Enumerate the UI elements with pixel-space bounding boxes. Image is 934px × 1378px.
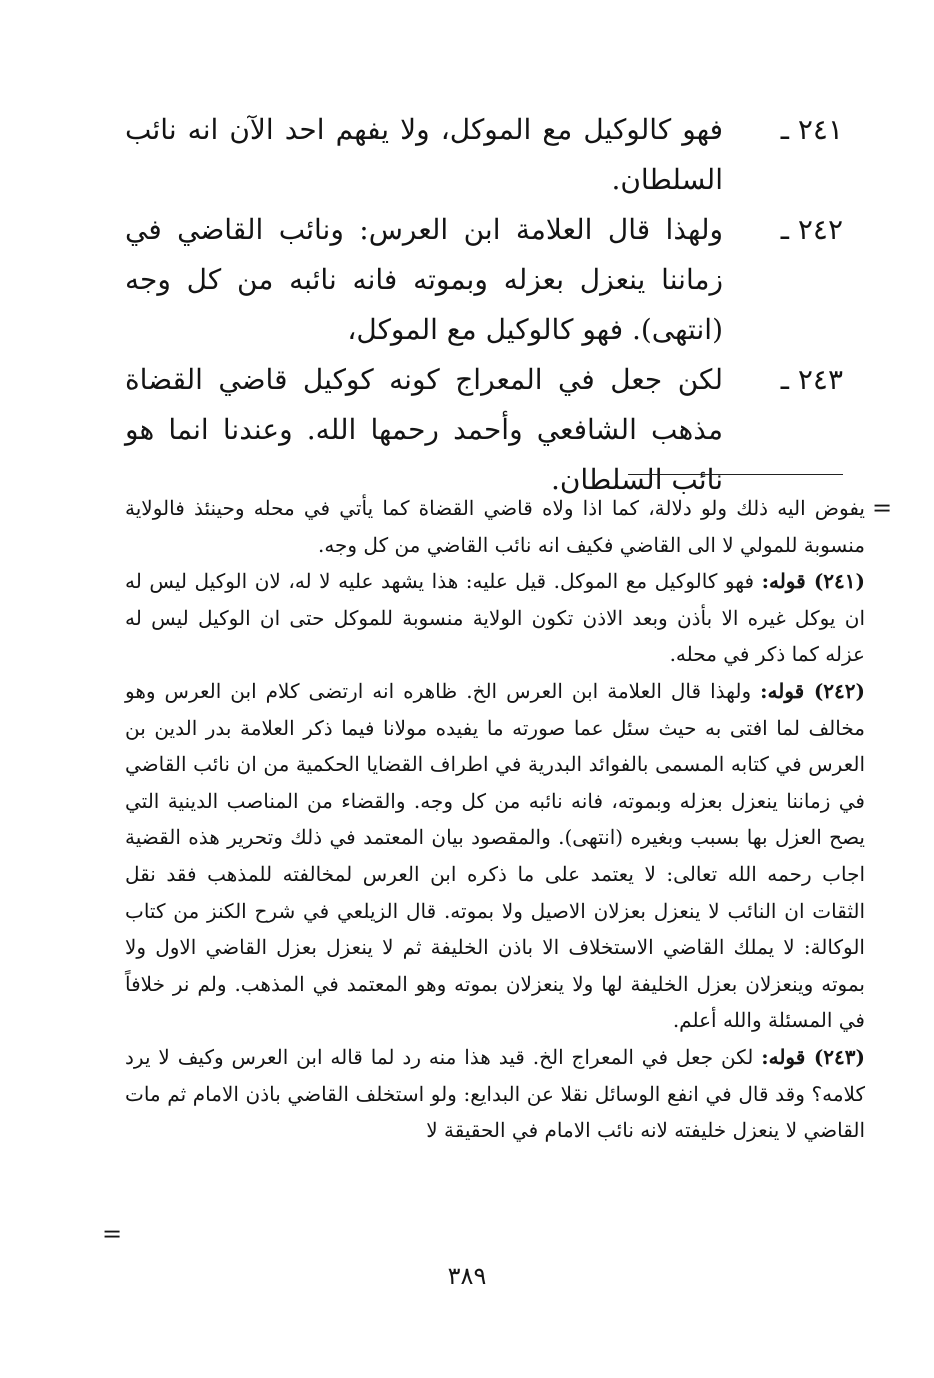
footnote-ref: (٢٤١) قوله: xyxy=(761,569,865,594)
main-text-block xyxy=(125,105,843,505)
footnote-ref: (٢٤٣) قوله: xyxy=(761,1044,865,1069)
footnotes-block xyxy=(125,490,865,1149)
footnote-text: لكن جعل في المعراج الخ. قيد هذا منه رد لما قاله ابن العرس وكيف لا يرد كلامه؟ وقد قال في انفع الوسائل نقلا عن البدايع: ولو استخلف القاضي باذن الامام ثم مات القاضي لا ينعزل خليفته لانه نائب الامام في الحقيقة لا xyxy=(125,1044,865,1143)
main-entry xyxy=(125,105,843,205)
footnote-separator xyxy=(628,474,843,475)
continuation-mark-end: = xyxy=(102,1220,123,1248)
entry-number: ٢٤٣ ـ xyxy=(780,363,843,396)
footnote-ref: (٢٤٢) قوله: xyxy=(760,678,865,703)
entry-text: ولهذا قال العلامة ابن العرس: ونائب القاضي في زماننا ينعزل بعزله وبموته فانه نائبه من كل وجه (انتهى). فهو كالوكيل مع الموكل، xyxy=(125,213,723,346)
footnote-paragraph xyxy=(125,673,865,1039)
entry-number: ٢٤١ ـ xyxy=(780,113,843,146)
page-number: ٣٨٩ xyxy=(447,1262,487,1290)
entry-text: فهو كالوكيل مع الموكل، ولا يفهم احد الآن انه نائب السلطان. xyxy=(125,113,723,196)
footnote-paragraph xyxy=(125,563,865,673)
entry-number: ٢٤٢ ـ xyxy=(780,213,843,246)
main-entry xyxy=(125,205,843,355)
main-entry xyxy=(125,355,843,505)
footnote-paragraph xyxy=(125,1039,865,1149)
footnote-text: فهو كالوكيل مع الموكل. قيل عليه: هذا يشهد عليه لا له، لان الوكيل ليس له ان يوكل غيره الا بأذن وبعد الاذن تكون الولاية منسوبة للموكل حتى ان الوكيل ليس له عزله كما ذكر في محله. xyxy=(125,569,865,667)
continuation-mark-start: = xyxy=(872,494,893,522)
footnote-paragraph xyxy=(125,490,865,563)
footnote-text: يفوض اليه ذلك ولو دلالة، كما اذا ولاه قاضي القضاة كما يأتي في محله وحينئذ فالولاية منسوبة للمولي لا الى القاضي فكيف انه نائب القاضي من كل وجه. xyxy=(125,496,865,557)
entry-text: لكن جعل في المعراج كونه كوكيل قاضي القضاة مذهب الشافعي وأحمد رحمها الله. وعندنا انما هو نائب السلطان. xyxy=(125,363,723,496)
footnote-text: ولهذا قال العلامة ابن العرس الخ. ظاهره انه ارتضى كلام ابن العرس وهو مخالف لما افتى به حيث سئل عما صورته ما يفيده مولانا فيما ذكر العلامة بدر الدين بن العرس في كتابه المسمى بالفوائد البدرية في اطراف القضايا الحكمية من ان نائب القاضي في زماننا ينعزل بعزله وبموته، فانه نائبه من كل وجه. والقضاء من المناصب الدينية التي يصح العزل بها بسبب وبغيره (انتهى). والمقصود بيان المعتمد في ذلك وتحرير هذه القضية اجاب رحمه الله تعالى: لا يعتمد على ما ذكره ابن العرس لمخالفته للمذهب فقد نقل الثقات ان النائب لا ينعزل بعزلان الاصيل ولا بموته. قال الزيلعي في شرح الكنز من كتاب الوكالة: لا يملك القاضي الاستخلاف الا باذن الخليفة ثم لا ينعزل بعزل القاضي الاول ولا بموته وينعزلان بعزل الخليفة لها ولا ينعزلان بموته وهو المعتمد في المذهب. ولم نر خلافاً في المسئلة والله أعلم. xyxy=(125,678,865,1033)
